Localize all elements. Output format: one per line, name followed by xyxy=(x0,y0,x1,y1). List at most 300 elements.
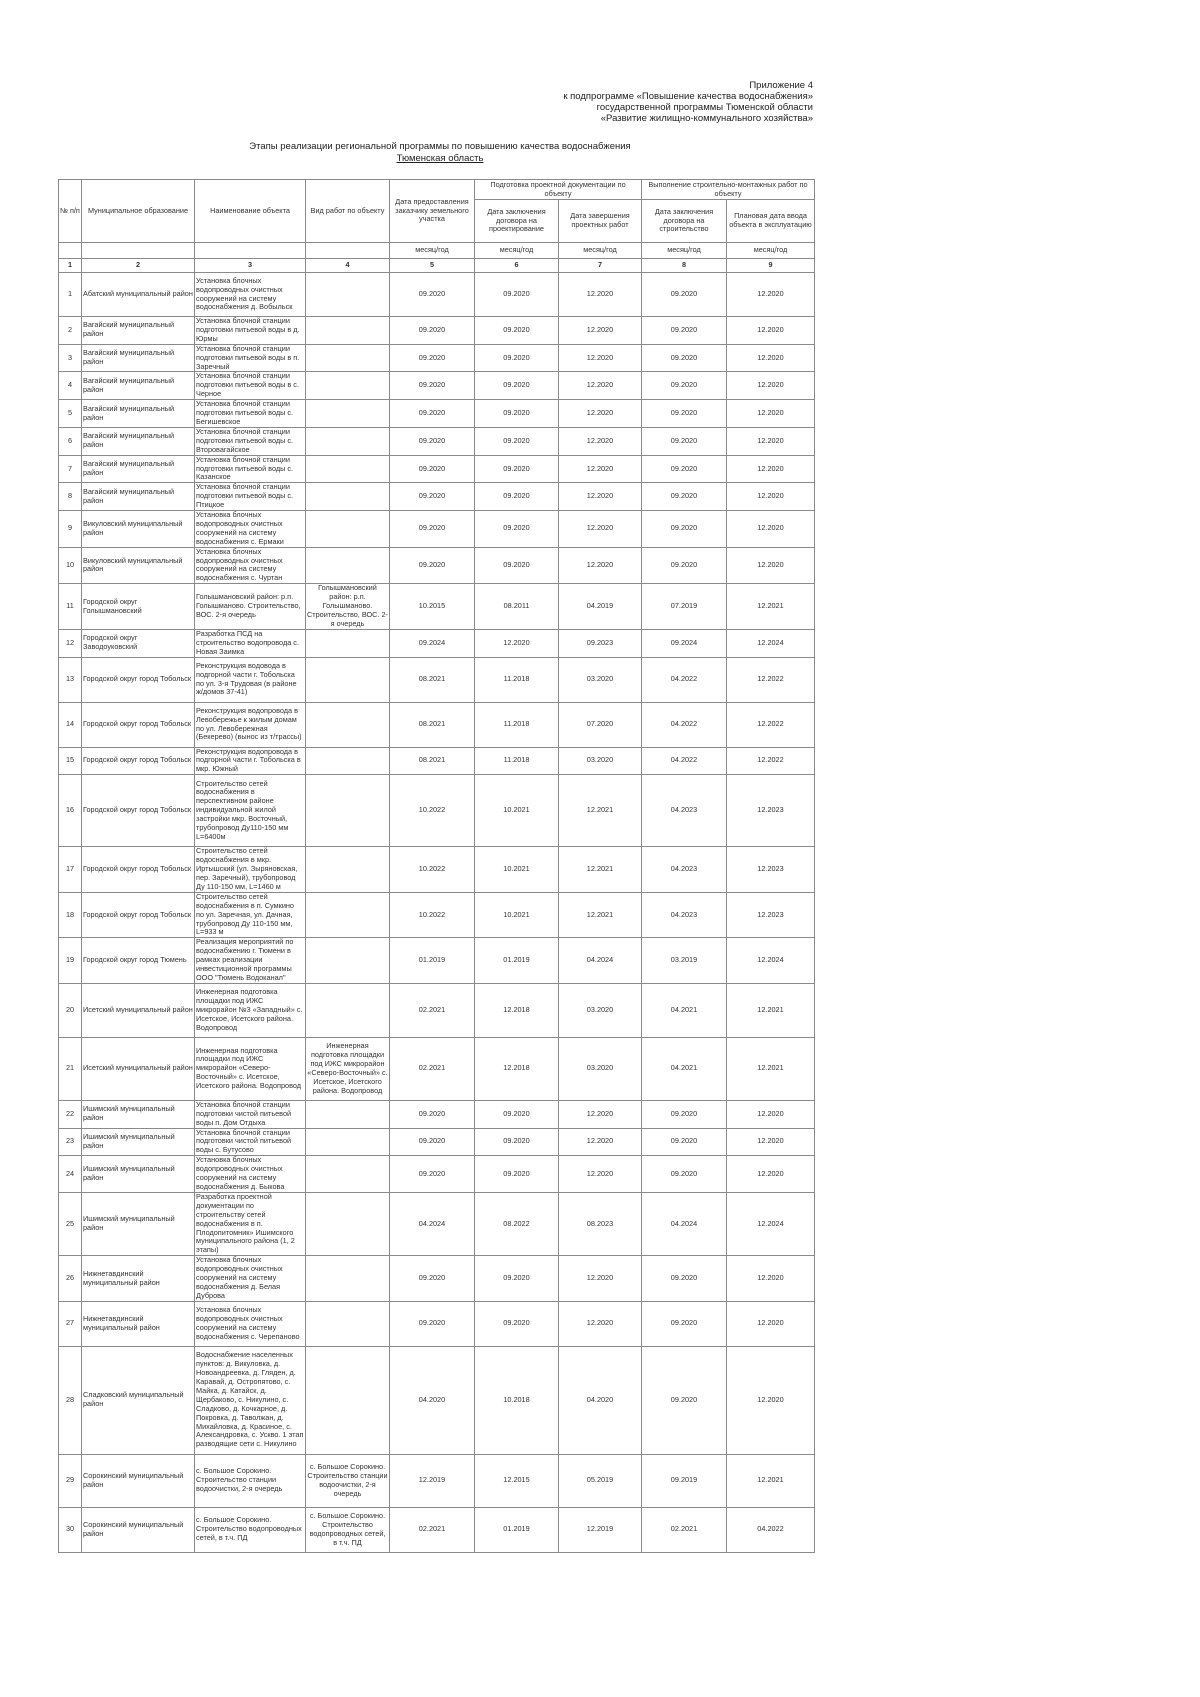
work-type-cell xyxy=(306,983,390,1037)
design-end-date-cell: 12.2020 xyxy=(559,372,642,400)
municipality-cell: Ишимский муниципальный район xyxy=(82,1100,195,1128)
col-group-construction: Выполнение строительно-монтажных работ по объекту xyxy=(642,180,815,200)
design-end-date-cell: 12.2020 xyxy=(559,511,642,548)
table-row xyxy=(59,584,815,630)
construction-contract-date-cell: 09.2020 xyxy=(642,455,727,483)
table-row xyxy=(59,983,815,1037)
table-row xyxy=(59,1100,815,1128)
table-row xyxy=(59,629,815,657)
work-type-cell xyxy=(306,892,390,938)
row-number: 8 xyxy=(59,483,82,511)
land-date-cell: 10.2022 xyxy=(390,847,475,893)
construction-contract-date-cell: 04.2022 xyxy=(642,657,727,702)
col-header-object: Наименование объекта xyxy=(195,180,306,243)
row-number: 23 xyxy=(59,1128,82,1156)
land-date-cell: 01.2019 xyxy=(390,938,475,984)
construction-contract-date-cell: 04.2021 xyxy=(642,983,727,1037)
design-contract-date-cell: 11.2018 xyxy=(475,702,559,747)
work-type-cell xyxy=(306,344,390,372)
table-row xyxy=(59,273,815,317)
land-date-cell: 10.2015 xyxy=(390,584,475,630)
work-type-cell: Голышмановский район: р.п. Голышманово. Строительство, ВОС. 2-я очередь xyxy=(307,583,388,628)
appendix-line-3: государственной программы Тюменской области xyxy=(596,102,813,113)
municipality-cell: Нижнетавдинский муниципальный район xyxy=(82,1256,195,1302)
table-row xyxy=(59,1156,815,1193)
municipality-cell: Городской округ город Тобольск xyxy=(82,657,195,702)
design-end-date-cell: 12.2021 xyxy=(559,892,642,938)
table-row xyxy=(59,511,815,548)
construction-contract-date-cell: 04.2021 xyxy=(642,1037,727,1100)
object-name-cell: Водоснабжение населенных пунктов: д. Викуловка, д. Новоандреевка, д. Гляден, д. Каравай, д. Остропятово, с. Майка, д. Катайск, д. Щербаково, с. Никулино, с. Сладково, д. Кочкарное, д. Покровка, д. Таволжан, д. Михайловка, д. Красиное, с. Александровка, с. Ускво. 1 этап разводящие сети с. Никулино xyxy=(195,1346,306,1454)
design-end-date-cell: 12.2020 xyxy=(559,483,642,511)
construction-contract-date-cell: 09.2019 xyxy=(642,1454,727,1507)
municipality-cell: Вагайский муниципальный район xyxy=(82,427,195,455)
work-type-cell xyxy=(306,400,390,428)
work-type-cell xyxy=(306,1301,390,1346)
title-main: Этапы реализации региональной программы по повышению качества водоснабжения xyxy=(249,141,631,152)
municipality-cell: Ишимский муниципальный район xyxy=(82,1156,195,1193)
work-type-cell: с. Большое Сорокино. Строительство станции водоочистки, 2-я очередь xyxy=(306,1454,390,1507)
unit-cell: месяц/год xyxy=(642,243,727,259)
row-number: 3 xyxy=(59,344,82,372)
appendix-header xyxy=(480,80,813,124)
object-name-cell: Установка блочной станции подготовки питьевой воды с. Казанское xyxy=(195,455,306,483)
row-number: 11 xyxy=(59,584,82,630)
row-number: 12 xyxy=(59,629,82,657)
municipality-cell: Вагайский муниципальный район xyxy=(82,317,195,345)
land-date-cell: 09.2020 xyxy=(390,273,475,317)
work-type-cell xyxy=(306,1156,390,1193)
design-end-date-cell: 12.2020 xyxy=(559,1156,642,1193)
column-number: 1 xyxy=(59,259,82,273)
planned-date-cell: 12.2020 xyxy=(727,1128,815,1156)
work-type-cell xyxy=(306,372,390,400)
work-type-cell xyxy=(306,427,390,455)
table-row xyxy=(59,1192,815,1255)
municipality-cell: Исетский муниципальный район xyxy=(82,1037,195,1100)
design-end-date-cell: 12.2019 xyxy=(559,1507,642,1552)
work-type-cell xyxy=(306,511,390,548)
unit-cell: месяц/год xyxy=(727,243,815,259)
municipality-cell: Сорокинский муниципальный район xyxy=(82,1454,195,1507)
land-date-cell: 09.2020 xyxy=(390,1156,475,1193)
table-row xyxy=(59,317,815,345)
object-name-cell: Установка блочной станции подготовки питьевой воды с. Птицкое xyxy=(195,483,306,511)
column-number: 2 xyxy=(82,259,195,273)
planned-date-cell: 12.2020 xyxy=(727,455,815,483)
design-contract-date-cell: 09.2020 xyxy=(475,372,559,400)
column-number: 9 xyxy=(727,259,815,273)
row-number: 24 xyxy=(59,1156,82,1193)
land-date-cell: 02.2021 xyxy=(390,1037,475,1100)
planned-date-cell: 12.2020 xyxy=(727,317,815,345)
table-row xyxy=(59,1256,815,1302)
unit-cell xyxy=(195,243,306,259)
planned-date-cell: 12.2023 xyxy=(727,847,815,893)
design-contract-date-cell: 09.2020 xyxy=(475,1100,559,1128)
table-row xyxy=(59,372,815,400)
land-date-cell: 09.2020 xyxy=(390,1100,475,1128)
municipality-cell: Исетский муниципальный район xyxy=(82,983,195,1037)
row-number: 1 xyxy=(59,273,82,317)
unit-cell: месяц/год xyxy=(559,243,642,259)
municipality-cell: Городской округ Заводоуковский xyxy=(82,629,195,657)
row-number: 2 xyxy=(59,317,82,345)
table-row xyxy=(59,747,815,775)
design-end-date-cell: 12.2020 xyxy=(559,400,642,428)
work-type-cell xyxy=(306,1100,390,1128)
design-contract-date-cell: 11.2018 xyxy=(475,747,559,775)
land-date-cell: 09.2020 xyxy=(390,400,475,428)
col-header-land-date: Дата предоставления заказчику земельного участка xyxy=(390,180,475,243)
object-name-cell: Реконструкция водовода в подгорной части г. Тобольска по ул. 3-я Трудовая (в районе ж/домов 37-41) xyxy=(195,657,306,702)
object-name-cell: Установка блочных водопроводных очистных сооружений на систему водоснабжения с. Чуртан xyxy=(195,547,306,584)
design-contract-date-cell: 12.2018 xyxy=(475,1037,559,1100)
table-row xyxy=(59,427,815,455)
row-number: 5 xyxy=(59,400,82,428)
row-number: 29 xyxy=(59,1454,82,1507)
design-end-date-cell: 12.2020 xyxy=(559,1128,642,1156)
work-type-cell xyxy=(306,747,390,775)
construction-contract-date-cell: 04.2022 xyxy=(642,747,727,775)
design-end-date-cell: 04.2020 xyxy=(559,1346,642,1454)
object-name-cell: Установка блочной станции подготовки питьевой воды в п. Заречный xyxy=(195,344,306,372)
design-end-date-cell: 04.2024 xyxy=(559,938,642,984)
design-contract-date-cell: 09.2020 xyxy=(475,427,559,455)
land-date-cell: 09.2020 xyxy=(390,511,475,548)
unit-cell: месяц/год xyxy=(390,243,475,259)
municipality-cell: Ишимский муниципальный район xyxy=(82,1128,195,1156)
object-name-cell: Установка блочной станции подготовки питьевой воды в с. Черное xyxy=(195,372,306,400)
construction-contract-date-cell: 09.2024 xyxy=(642,629,727,657)
land-date-cell: 09.2020 xyxy=(390,317,475,345)
planned-date-cell: 12.2022 xyxy=(727,747,815,775)
table-row xyxy=(59,1507,815,1552)
work-type-cell xyxy=(306,455,390,483)
design-contract-date-cell: 09.2020 xyxy=(475,344,559,372)
row-number: 13 xyxy=(59,657,82,702)
planned-date-cell: 12.2024 xyxy=(727,629,815,657)
planned-date-cell: 12.2021 xyxy=(727,584,815,630)
construction-contract-date-cell: 09.2020 xyxy=(642,547,727,584)
object-name-cell: Установка блочной станции подготовки чистой питьевой воды п. Дом Отдыха xyxy=(195,1100,306,1128)
object-name-cell: Установка блочных водопроводных очистных сооружений на систему водоснабжения д. Вобыльск xyxy=(195,273,306,317)
object-name-cell: Установка блочной станции подготовки питьевой воды в д. Юрмы xyxy=(195,317,306,345)
object-name-cell: Установка блочных водопроводных очистных сооружений на систему водоснабжения д. Быкова xyxy=(195,1156,306,1193)
object-name-cell: Инженерная подготовка площадки под ИЖС микрорайон «Северо-Восточный» с. Исетское, Исетского района. Водопровод xyxy=(195,1037,306,1100)
land-date-cell: 02.2021 xyxy=(390,983,475,1037)
land-date-cell: 02.2021 xyxy=(390,1507,475,1552)
row-number: 16 xyxy=(59,775,82,847)
land-date-cell: 08.2021 xyxy=(390,702,475,747)
design-contract-date-cell: 09.2020 xyxy=(475,273,559,317)
row-number: 19 xyxy=(59,938,82,984)
table-row xyxy=(59,702,815,747)
construction-contract-date-cell: 09.2020 xyxy=(642,1346,727,1454)
design-contract-date-cell: 09.2020 xyxy=(475,1301,559,1346)
table-row xyxy=(59,775,815,847)
table-row xyxy=(59,400,815,428)
design-end-date-cell: 12.2020 xyxy=(559,273,642,317)
planned-date-cell: 12.2020 xyxy=(727,344,815,372)
col-header-municipality: Муниципальное образование xyxy=(82,180,195,243)
construction-contract-date-cell: 09.2020 xyxy=(642,1301,727,1346)
work-type-cell xyxy=(306,657,390,702)
table-row xyxy=(59,657,815,702)
design-end-date-cell: 04.2019 xyxy=(559,584,642,630)
object-name-cell: Инженерная подготовка площадки под ИЖС микрорайон №3 «Западный» с. Исетское, Исетского района. Водопровод xyxy=(195,983,306,1037)
appendix-line-4: «Развитие жилищно-коммунального хозяйства» xyxy=(600,113,813,124)
col-header-work-type: Вид работ по объекту xyxy=(306,180,390,243)
design-contract-date-cell: 12.2015 xyxy=(475,1454,559,1507)
planned-date-cell: 12.2023 xyxy=(727,775,815,847)
object-name-cell: Установка блочной станции подготовки питьевой воды с. Второвагайское xyxy=(195,427,306,455)
row-number: 6 xyxy=(59,427,82,455)
design-contract-date-cell: 08.2011 xyxy=(475,584,559,630)
table-row xyxy=(59,455,815,483)
municipality-cell: Городской округ город Тобольск xyxy=(82,775,195,847)
design-end-date-cell: 03.2020 xyxy=(559,983,642,1037)
col-header-construction-contract: Дата заключения договора на строительство xyxy=(642,200,727,243)
design-contract-date-cell: 12.2018 xyxy=(475,983,559,1037)
land-date-cell: 09.2020 xyxy=(390,1128,475,1156)
col-header-num: № п/п xyxy=(59,180,82,243)
construction-contract-date-cell: 09.2020 xyxy=(642,400,727,428)
construction-contract-date-cell: 09.2020 xyxy=(642,427,727,455)
object-name-cell: Установка блочной станции подготовки чистой питьевой воды с. Бутусово xyxy=(195,1128,306,1156)
work-type-cell xyxy=(306,1256,390,1302)
planned-date-cell: 12.2020 xyxy=(727,1256,815,1302)
object-name-cell: Установка блочной станции подготовки питьевой воды с. Бегишевское xyxy=(195,400,306,428)
design-contract-date-cell: 10.2021 xyxy=(475,892,559,938)
land-date-cell: 10.2022 xyxy=(390,892,475,938)
table-row xyxy=(59,1128,815,1156)
row-number: 4 xyxy=(59,372,82,400)
col-header-design-contract: Дата заключения договора на проектирование xyxy=(475,200,559,243)
col-header-design-end: Дата завершения проектных работ xyxy=(559,200,642,243)
title-region: Тюменская область xyxy=(396,153,484,164)
design-contract-date-cell: 01.2019 xyxy=(475,1507,559,1552)
design-end-date-cell: 12.2020 xyxy=(559,547,642,584)
planned-date-cell: 12.2024 xyxy=(727,938,815,984)
construction-contract-date-cell: 09.2020 xyxy=(642,273,727,317)
object-name-cell: Строительство сетей водоснабжения в мкр. Иртышский (ул. Зыряновская, пер. Заречный), трубопровод Ду 110-150 мм, L=1460 м xyxy=(195,847,306,893)
design-contract-date-cell: 09.2020 xyxy=(475,1156,559,1193)
object-name-cell: Строительство сетей водоснабжения в перспективном районе индивидуальной жилой застройки мкр. Восточный, трубопровод Ду110-150 мм L=6400м xyxy=(195,775,306,847)
design-end-date-cell: 03.2020 xyxy=(559,657,642,702)
row-number: 25 xyxy=(59,1192,82,1255)
design-end-date-cell: 12.2021 xyxy=(559,775,642,847)
col-group-design: Подготовка проектной документации по объекту xyxy=(475,180,642,200)
row-number: 14 xyxy=(59,702,82,747)
land-date-cell: 09.2020 xyxy=(390,372,475,400)
land-date-cell: 09.2020 xyxy=(390,483,475,511)
planned-date-cell: 12.2020 xyxy=(727,1156,815,1193)
column-number: 4 xyxy=(306,259,390,273)
design-end-date-cell: 09.2023 xyxy=(559,629,642,657)
row-number: 17 xyxy=(59,847,82,893)
column-number: 6 xyxy=(475,259,559,273)
table-body xyxy=(59,273,815,1553)
land-date-cell: 08.2021 xyxy=(390,747,475,775)
municipality-cell: Городской округ город Тобольск xyxy=(82,702,195,747)
land-date-cell: 09.2020 xyxy=(390,344,475,372)
construction-contract-date-cell: 09.2020 xyxy=(642,317,727,345)
land-date-cell: 09.2020 xyxy=(390,455,475,483)
table-row xyxy=(59,1346,815,1454)
table-row xyxy=(59,483,815,511)
construction-contract-date-cell: 09.2020 xyxy=(642,372,727,400)
design-contract-date-cell: 08.2022 xyxy=(475,1192,559,1255)
municipality-cell: Сладковский муниципальный район xyxy=(82,1346,195,1454)
municipality-cell: Викуловский муниципальный район xyxy=(82,511,195,548)
design-end-date-cell: 12.2020 xyxy=(559,1256,642,1302)
planned-date-cell: 12.2020 xyxy=(727,511,815,548)
work-type-cell xyxy=(306,847,390,893)
construction-contract-date-cell: 04.2024 xyxy=(642,1192,727,1255)
design-contract-date-cell: 09.2020 xyxy=(475,400,559,428)
land-date-cell: 09.2020 xyxy=(390,1301,475,1346)
design-contract-date-cell: 09.2020 xyxy=(475,547,559,584)
row-number: 7 xyxy=(59,455,82,483)
work-type-cell: Инженерная подготовка площадки под ИЖС микрорайон «Северо-Восточный» с. Исетское, Исетского района. Водопровод xyxy=(306,1037,390,1100)
planned-date-cell: 12.2020 xyxy=(727,547,815,584)
municipality-cell: Абатский муниципальный район xyxy=(82,273,195,317)
municipality-cell: Викуловский муниципальный район xyxy=(82,547,195,584)
land-date-cell: 10.2022 xyxy=(390,775,475,847)
planned-date-cell: 04.2022 xyxy=(727,1507,815,1552)
table-row xyxy=(59,938,815,984)
object-name-cell: Установка блочных водопроводных очистных сооружений на систему водоснабжения с. Черепаново xyxy=(195,1301,306,1346)
table-row xyxy=(59,1037,815,1100)
table-row xyxy=(59,1301,815,1346)
col-header-planned-date: Плановая дата ввода объекта в эксплуатацию xyxy=(727,200,815,243)
planned-date-cell: 12.2020 xyxy=(727,1100,815,1128)
land-date-cell: 04.2020 xyxy=(390,1346,475,1454)
land-date-cell: 09.2020 xyxy=(390,547,475,584)
row-number: 20 xyxy=(59,983,82,1037)
work-type-cell xyxy=(306,1192,390,1255)
row-number: 15 xyxy=(59,747,82,775)
unit-cell xyxy=(59,243,82,259)
construction-contract-date-cell: 04.2023 xyxy=(642,847,727,893)
unit-cell: месяц/год xyxy=(475,243,559,259)
work-type-cell xyxy=(306,938,390,984)
design-contract-date-cell: 10.2021 xyxy=(475,847,559,893)
row-number: 10 xyxy=(59,547,82,584)
municipality-cell: Городской округ город Тобольск xyxy=(82,747,195,775)
municipality-cell: Вагайский муниципальный район xyxy=(82,344,195,372)
work-type-cell xyxy=(306,1346,390,1454)
construction-contract-date-cell: 04.2023 xyxy=(642,892,727,938)
planned-date-cell: 12.2020 xyxy=(727,1301,815,1346)
construction-contract-date-cell: 03.2019 xyxy=(642,938,727,984)
land-date-cell: 12.2019 xyxy=(390,1454,475,1507)
appendix-line-1: Приложение 4 xyxy=(749,80,813,91)
table-header xyxy=(59,180,815,273)
planned-date-cell: 12.2023 xyxy=(727,892,815,938)
object-name-cell: Разработка ПСД на строительство водопровода с. Новая Заимка xyxy=(195,629,306,657)
object-name-cell: Реализация мероприятий по водоснабжению г. Тюмени в рамках реализации инвестиционной программы ООО "Тюмень Водоканал" xyxy=(195,938,306,984)
planned-date-cell: 12.2022 xyxy=(727,657,815,702)
work-type-cell xyxy=(306,629,390,657)
planned-date-cell: 12.2021 xyxy=(727,1037,815,1100)
row-number: 22 xyxy=(59,1100,82,1128)
municipality-cell: Вагайский муниципальный район xyxy=(82,483,195,511)
column-number: 7 xyxy=(559,259,642,273)
construction-contract-date-cell: 09.2020 xyxy=(642,511,727,548)
appendix-line-2: к подпрограмме «Повышение качества водоснабжения» xyxy=(563,91,813,102)
row-number: 26 xyxy=(59,1256,82,1302)
table-row xyxy=(59,547,815,584)
object-name-cell: Установка блочных водопроводных очистных сооружений на систему водоснабжения д. Белая Дуброва xyxy=(195,1256,306,1302)
construction-contract-date-cell: 09.2020 xyxy=(642,1156,727,1193)
design-contract-date-cell: 01.2019 xyxy=(475,938,559,984)
planned-date-cell: 12.2020 xyxy=(727,1346,815,1454)
table-row xyxy=(59,1454,815,1507)
row-number: 18 xyxy=(59,892,82,938)
municipality-cell: Вагайский муниципальный район xyxy=(82,372,195,400)
work-type-cell xyxy=(306,483,390,511)
design-contract-date-cell: 11.2018 xyxy=(475,657,559,702)
object-name-cell: Разработка проектной документации по строительству сетей водоснабжения в п. Плодопитомник» Ишимского муниципального района (1, 2 этапы) xyxy=(195,1192,306,1255)
design-contract-date-cell: 09.2020 xyxy=(475,1256,559,1302)
municipality-cell: Сорокинский муниципальный район xyxy=(82,1507,195,1552)
column-number: 8 xyxy=(642,259,727,273)
work-type-cell xyxy=(306,702,390,747)
planned-date-cell: 12.2022 xyxy=(727,702,815,747)
design-contract-date-cell: 10.2018 xyxy=(475,1346,559,1454)
municipality-cell: Вагайский муниципальный район xyxy=(82,455,195,483)
design-end-date-cell: 08.2023 xyxy=(559,1192,642,1255)
object-name-cell: Реконструкция водопровода в Левобережье к жилым домам по ул. Левобережная (Бекерево) (вынос из т/трассы) xyxy=(195,702,306,747)
object-name-cell: Установка блочных водопроводных очистных сооружений на систему водоснабжения с. Ермаки xyxy=(195,511,306,548)
design-contract-date-cell: 12.2020 xyxy=(475,629,559,657)
table-row xyxy=(59,892,815,938)
municipality-cell: Ишимский муниципальный район xyxy=(82,1192,195,1255)
object-name-cell: Голышмановский район: р.п. Голышманово. Строительство, ВОС. 2-я очередь xyxy=(195,584,306,630)
work-type-cell xyxy=(306,317,390,345)
table-row xyxy=(59,847,815,893)
planned-date-cell: 12.2021 xyxy=(727,983,815,1037)
row-number: 27 xyxy=(59,1301,82,1346)
work-type-cell xyxy=(306,1128,390,1156)
design-contract-date-cell: 10.2021 xyxy=(475,775,559,847)
design-end-date-cell: 07.2020 xyxy=(559,702,642,747)
construction-contract-date-cell: 09.2020 xyxy=(642,344,727,372)
work-type-cell xyxy=(306,273,390,317)
design-end-date-cell: 12.2020 xyxy=(559,1301,642,1346)
table-row xyxy=(59,344,815,372)
design-end-date-cell: 12.2020 xyxy=(559,455,642,483)
land-date-cell: 04.2024 xyxy=(390,1192,475,1255)
municipality-cell: Нижнетавдинский муниципальный район xyxy=(82,1301,195,1346)
object-name-cell: с. Большое Сорокино. Строительство станции водоочистки, 2-я очередь xyxy=(195,1454,306,1507)
work-type-cell xyxy=(306,547,390,584)
municipality-cell: Городской округ город Тобольск xyxy=(82,892,195,938)
planned-date-cell: 12.2020 xyxy=(727,427,815,455)
document-title xyxy=(150,141,730,165)
planned-date-cell: 12.2020 xyxy=(727,483,815,511)
construction-contract-date-cell: 04.2022 xyxy=(642,702,727,747)
row-number: 21 xyxy=(59,1037,82,1100)
design-contract-date-cell: 09.2020 xyxy=(475,511,559,548)
municipality-cell: Городской округ город Тюмень xyxy=(82,938,195,984)
land-date-cell: 09.2020 xyxy=(390,427,475,455)
planned-date-cell: 12.2020 xyxy=(727,273,815,317)
construction-contract-date-cell: 04.2023 xyxy=(642,775,727,847)
design-end-date-cell: 05.2019 xyxy=(559,1454,642,1507)
